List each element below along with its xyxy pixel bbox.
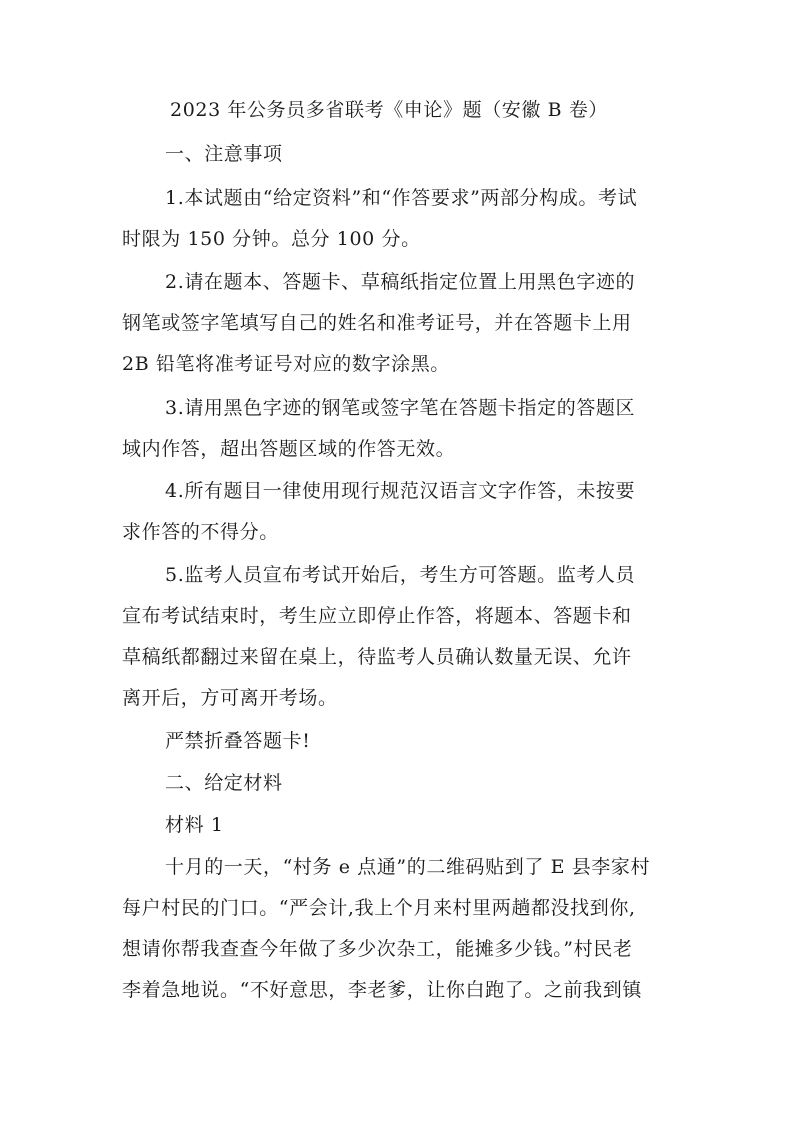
- note-3-line-1: 3.请用黑色字迹的钢笔或签字笔在答题卡指定的答题区: [165, 397, 636, 419]
- material-1-line-3: 想请你帮我查查今年做了多少次杂工，能摊多少钱。”村民老: [122, 938, 633, 960]
- note-4-line-1: 4.所有题目一律使用现行规范汉语言文字作答，未按要: [165, 480, 636, 502]
- section-heading-notes: 一、注意事项: [165, 143, 283, 165]
- note-2-line-2: 钢笔或签字笔填写自己的姓名和准考证号，并在答题卡上用: [122, 312, 632, 334]
- material-1-line-4: 李着急地说。“不好意思，李老爹，让你白跑了。之前我到镇: [122, 979, 642, 1001]
- note-3-line-2: 域内作答，超出答题区域的作答无效。: [122, 438, 456, 460]
- document-title: 2023 年公务员多省联考《申论》题（安徽 B 卷）: [170, 99, 609, 121]
- note-2-line-3: 2B 铅笔将准考证号对应的数字涂黑。: [122, 353, 450, 375]
- note-2-line-1: 2.请在题本、答题卡、草稿纸指定位置上用黑色字迹的: [165, 271, 636, 293]
- note-5-line-3: 草稿纸都翻过来留在桌上，待监考人员确认数量无误、允许: [122, 646, 632, 668]
- note-5-line-2: 宣布考试结束时，考生应立即停止作答，将题本、答题卡和: [122, 605, 632, 627]
- section-heading-materials: 二、给定材料: [165, 772, 283, 794]
- note-5-line-4: 离开后，方可离开考场。: [122, 687, 338, 709]
- note-1-line-1: 1.本试题由“给定资料”和“作答要求”两部分构成。考试: [165, 187, 638, 209]
- warning-text: 严禁折叠答题卡!: [165, 730, 311, 752]
- note-5-line-1: 5.监考人员宣布考试开始后，考生方可答题。监考人员: [165, 564, 636, 586]
- material-1-heading: 材料 1: [165, 814, 224, 836]
- note-1-line-2: 时限为 150 分钟。总分 100 分。: [122, 228, 421, 250]
- material-1-line-2: 每户村民的门口。“严会计,我上个月来村里两趟都没找到你,: [122, 897, 636, 919]
- material-1-line-1: 十月的一天，“村务 e 点通”的二维码贴到了 E 县李家村: [165, 856, 651, 878]
- note-4-line-2: 求作答的不得分。: [122, 521, 279, 543]
